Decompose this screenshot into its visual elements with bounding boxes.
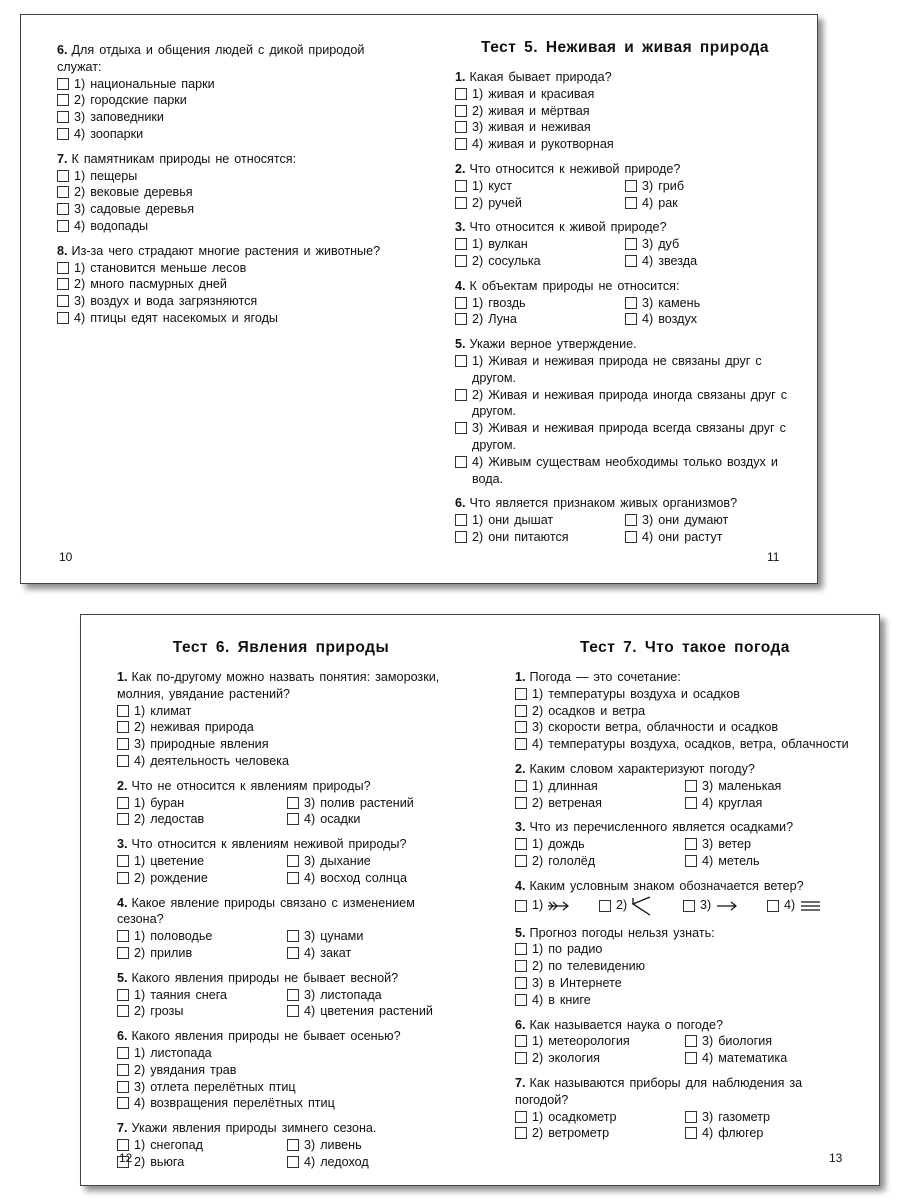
answer-checkbox[interactable] — [515, 977, 527, 989]
question-text: Что не относится к явлениям природы? — [131, 778, 371, 793]
answer-checkbox[interactable] — [117, 1047, 129, 1059]
fog-lines-icon — [798, 899, 822, 913]
answer-option[interactable]: 1) — [515, 897, 599, 914]
answer-option[interactable]: 2) грозы — [117, 1003, 287, 1020]
answer-option[interactable]: 3) маленькая — [685, 778, 855, 795]
question-number: 7. — [117, 1121, 128, 1136]
answer-option[interactable]: 4) ледоход — [287, 1154, 445, 1171]
answer-checkbox[interactable] — [57, 278, 69, 290]
answer-checkbox[interactable] — [57, 170, 69, 182]
answer-option[interactable]: 4) возвращения перелётных птиц — [117, 1095, 445, 1112]
answer-option[interactable]: 1) пещеры — [57, 168, 407, 185]
question-number: 3. — [117, 837, 128, 852]
answer-checkbox[interactable] — [625, 514, 637, 526]
question-number: 6. — [455, 496, 466, 511]
answer-option[interactable]: 3) природные явления — [117, 736, 445, 753]
p13-question-6 — [515, 1017, 855, 1067]
p12-question-4 — [117, 895, 445, 962]
p13-question-2 — [515, 761, 855, 811]
question-number: 2. — [117, 778, 128, 793]
question-text: Как называется наука о погоде? — [529, 1017, 724, 1032]
answer-option[interactable]: 2) они питаются — [455, 529, 625, 546]
answer-checkbox[interactable] — [57, 220, 69, 232]
answer-option[interactable]: 2) — [599, 895, 683, 917]
answer-checkbox[interactable] — [767, 900, 779, 912]
answer-option[interactable]: 1) становится меньше лесов — [57, 260, 407, 277]
question-text: Как называются приборы для наблюдения за погодой? — [515, 1075, 803, 1107]
answer-checkbox[interactable] — [117, 1064, 129, 1076]
answer-option[interactable]: 2) увядания трав — [117, 1062, 445, 1079]
answer-option[interactable]: 1) длинная — [515, 778, 685, 795]
answer-option[interactable]: 4) осадки — [287, 811, 445, 828]
answer-checkbox[interactable] — [455, 456, 467, 468]
answer-option[interactable]: 4) воздух — [625, 311, 795, 328]
question-number: 4. — [117, 895, 128, 910]
p11-question-2 — [455, 161, 795, 211]
answer-option[interactable]: 2) гололёд — [515, 853, 685, 870]
question-number: 8. — [57, 243, 68, 258]
page-number: 12 — [119, 1151, 133, 1165]
feathered-arrow-icon — [546, 899, 572, 913]
answer-checkbox[interactable] — [515, 943, 527, 955]
answer-option[interactable]: 1) цветение — [117, 853, 287, 870]
answer-checkbox[interactable] — [515, 1035, 527, 1047]
answer-checkbox[interactable] — [287, 813, 299, 825]
answer-checkbox[interactable] — [117, 755, 129, 767]
answer-checkbox[interactable] — [455, 105, 467, 117]
answer-option[interactable]: 1) метеорология — [515, 1033, 685, 1050]
lightning-symbol-icon — [630, 895, 654, 917]
p11-question-1 — [455, 69, 795, 153]
p13-question-7 — [515, 1075, 855, 1142]
answer-option[interactable]: 2) ветреная — [515, 795, 685, 812]
answer-checkbox[interactable] — [625, 313, 637, 325]
p12-question-2 — [117, 778, 445, 828]
answer-checkbox[interactable] — [287, 1156, 299, 1168]
answer-checkbox[interactable] — [455, 121, 467, 133]
p10-question-7 — [57, 151, 407, 235]
answer-checkbox[interactable] — [515, 900, 527, 912]
answer-checkbox[interactable] — [625, 180, 637, 192]
question-number: 6. — [515, 1017, 526, 1032]
p13-question-3 — [515, 819, 855, 869]
p12-question-5 — [117, 970, 445, 1020]
answer-checkbox[interactable] — [117, 1005, 129, 1017]
answer-option[interactable]: 1) вулкан — [455, 236, 625, 253]
answer-option[interactable]: 1) температуры воздуха и осадков — [515, 686, 855, 703]
question-text: Из-за чего страдают многие растения и животные? — [71, 243, 381, 258]
page-number: 10 — [59, 550, 73, 564]
answer-option[interactable]: 3) ливень — [287, 1137, 445, 1154]
answer-checkbox[interactable] — [455, 238, 467, 250]
spread-pages-10-11 — [20, 14, 818, 584]
answer-option[interactable]: 2) осадков и ветра — [515, 703, 855, 720]
question-text: Для отдыха и общения людей с дикой природой служат: — [57, 43, 365, 74]
question-text: Что является признаком живых организмов? — [469, 496, 738, 511]
answer-checkbox[interactable] — [455, 313, 467, 325]
p12-question-6 — [117, 1028, 445, 1112]
answer-option[interactable]: 1) куст — [455, 178, 625, 195]
answer-checkbox[interactable] — [57, 94, 69, 106]
answer-checkbox[interactable] — [625, 197, 637, 209]
question-text: Каким словом характеризуют погоду? — [529, 761, 755, 776]
answer-option[interactable]: 3) заповедники — [57, 109, 407, 126]
answer-option[interactable]: 4) восход солнца — [287, 870, 445, 887]
p10-question-6 — [57, 42, 407, 143]
answer-option[interactable]: 2) вьюга — [117, 1154, 287, 1171]
question-number: 6. — [117, 1029, 128, 1044]
answer-checkbox[interactable] — [117, 797, 129, 809]
question-number: 1. — [455, 70, 466, 84]
answer-option[interactable]: 2) вековые деревья — [57, 184, 407, 201]
answer-option[interactable]: 4) живая и рукотворная — [455, 136, 795, 153]
answer-option[interactable]: 3) — [683, 897, 767, 914]
question-number: 1. — [515, 670, 526, 684]
p12-question-7 — [117, 1120, 445, 1170]
p11-question-5 — [455, 336, 795, 487]
answer-option[interactable]: 3) дуб — [625, 236, 795, 253]
answer-checkbox[interactable] — [117, 947, 129, 959]
question-number: 2. — [455, 161, 466, 176]
answer-option[interactable]: 4) — [767, 897, 851, 914]
page-number: 13 — [829, 1151, 843, 1165]
p10-question-8 — [57, 243, 407, 327]
page-13 — [515, 639, 855, 1150]
answer-checkbox[interactable] — [455, 255, 467, 267]
page-11 — [455, 39, 795, 554]
answer-checkbox[interactable] — [455, 197, 467, 209]
answer-checkbox[interactable] — [515, 1111, 527, 1123]
answer-checkbox[interactable] — [515, 797, 527, 809]
answer-checkbox[interactable] — [625, 297, 637, 309]
answer-option[interactable]: 1) живая и красивая — [455, 86, 795, 103]
answer-option[interactable]: 3) скорости ветра, облачности и осадков — [515, 719, 855, 736]
answer-checkbox[interactable] — [57, 78, 69, 90]
answer-option[interactable]: 2) прилив — [117, 945, 287, 962]
answer-checkbox[interactable] — [117, 705, 129, 717]
answer-checkbox[interactable] — [117, 855, 129, 867]
answer-option[interactable]: 3) газометр — [685, 1109, 855, 1126]
answer-checkbox[interactable] — [455, 531, 467, 543]
answer-checkbox[interactable] — [515, 721, 527, 733]
answer-option[interactable]: 1) таяния снега — [117, 987, 287, 1004]
answer-checkbox[interactable] — [57, 128, 69, 140]
answer-option[interactable]: 4) круглая — [685, 795, 855, 812]
p11-question-6 — [455, 495, 795, 545]
answer-option[interactable]: 4) цветения растений — [287, 1003, 445, 1020]
question-text: Погода — это сочетание: — [529, 670, 681, 684]
answer-checkbox[interactable] — [117, 1139, 129, 1151]
answer-checkbox[interactable] — [117, 930, 129, 942]
answer-option[interactable]: 4) Живым существам необходимы только воздух и вода. — [455, 454, 795, 488]
answer-option[interactable]: 2) ветрометр — [515, 1125, 685, 1142]
answer-option[interactable]: 2) сосулька — [455, 253, 625, 270]
answer-checkbox[interactable] — [57, 312, 69, 324]
answer-option[interactable]: 4) водопады — [57, 218, 407, 235]
answer-checkbox[interactable] — [515, 1127, 527, 1139]
question-text: Какого явления природы не бывает весной? — [131, 970, 399, 985]
p12-question-3 — [117, 836, 445, 886]
answer-checkbox[interactable] — [625, 531, 637, 543]
answer-option[interactable]: 4) в книге — [515, 992, 855, 1009]
answer-checkbox[interactable] — [287, 1139, 299, 1151]
question-number: 7. — [57, 151, 68, 166]
question-text: Что из перечисленного является осадками? — [529, 820, 794, 835]
answer-checkbox[interactable] — [455, 514, 467, 526]
answer-option[interactable]: 1) Живая и неживая природа не связаны друг с другом. — [455, 353, 795, 387]
answer-checkbox[interactable] — [515, 780, 527, 792]
answer-checkbox[interactable] — [515, 1052, 527, 1064]
answer-checkbox[interactable] — [515, 688, 527, 700]
answer-checkbox[interactable] — [57, 295, 69, 307]
p11-question-3 — [455, 219, 795, 269]
answer-checkbox[interactable] — [117, 721, 129, 733]
test-title: Тест 6. Явления природы — [172, 639, 390, 656]
answer-checkbox[interactable] — [287, 930, 299, 942]
answer-checkbox[interactable] — [515, 838, 527, 850]
answer-checkbox[interactable] — [515, 960, 527, 972]
answer-option[interactable]: 4) деятельность человека — [117, 753, 445, 770]
answer-checkbox[interactable] — [57, 186, 69, 198]
answer-option[interactable]: 1) снегопад — [117, 1137, 287, 1154]
answer-checkbox[interactable] — [685, 797, 697, 809]
answer-checkbox[interactable] — [455, 355, 467, 367]
answer-option[interactable]: 2) много пасмурных дней — [57, 276, 407, 293]
answer-checkbox[interactable] — [287, 947, 299, 959]
page-number: 11 — [767, 550, 780, 564]
answer-checkbox[interactable] — [625, 255, 637, 267]
answer-checkbox[interactable] — [685, 780, 697, 792]
answer-checkbox[interactable] — [683, 900, 695, 912]
answer-option[interactable]: 3) камень — [625, 295, 795, 312]
answer-checkbox[interactable] — [455, 422, 467, 434]
answer-option[interactable]: 4) закат — [287, 945, 445, 962]
answer-option[interactable]: 2) ледостав — [117, 811, 287, 828]
page-12 — [117, 639, 445, 1179]
question-number: 5. — [455, 337, 466, 352]
question-number: 6. — [57, 43, 68, 57]
answer-option[interactable]: 1) климат — [117, 703, 445, 720]
answer-option[interactable]: 3) отлета перелётных птиц — [117, 1079, 445, 1096]
answer-option[interactable]: 3) садовые деревья — [57, 201, 407, 218]
page-10 — [57, 42, 407, 335]
answer-option[interactable]: 1) половодье — [117, 928, 287, 945]
question-number: 7. — [515, 1075, 526, 1090]
question-text: Прогноз погоды нельзя узнать: — [529, 925, 715, 940]
answer-option[interactable]: 2) по телевидению — [515, 958, 855, 975]
answer-option[interactable]: 2) экология — [515, 1050, 685, 1067]
answer-option[interactable]: 4) они растут — [625, 529, 795, 546]
answer-option[interactable]: 3) дыхание — [287, 853, 445, 870]
answer-checkbox[interactable] — [625, 238, 637, 250]
answer-checkbox[interactable] — [515, 738, 527, 750]
test-title: Тест 7. Что такое погода — [580, 639, 790, 656]
answer-option[interactable]: 3) биология — [685, 1033, 855, 1050]
question-number: 3. — [515, 820, 526, 835]
answer-option[interactable]: 1) осадкометр — [515, 1109, 685, 1126]
answer-option[interactable]: 3) полив растений — [287, 795, 445, 812]
p13-question-5 — [515, 925, 855, 1009]
question-text: Какого явления природы не бывает осенью? — [131, 1029, 401, 1044]
answer-option[interactable]: 4) температуры воздуха, осадков, ветра, облачности — [515, 736, 855, 753]
answer-option[interactable]: 2) Луна — [455, 311, 625, 328]
question-text: К объектам природы не относится: — [469, 278, 680, 293]
question-text: Что относится к неживой природе? — [469, 161, 681, 176]
answer-checkbox[interactable] — [515, 855, 527, 867]
question-number: 5. — [117, 970, 128, 985]
answer-option[interactable]: 3) они думают — [625, 512, 795, 529]
answer-checkbox[interactable] — [515, 705, 527, 717]
answer-checkbox[interactable] — [455, 138, 467, 150]
answer-option[interactable]: 3) гриб — [625, 178, 795, 195]
answer-checkbox[interactable] — [117, 872, 129, 884]
answer-checkbox[interactable] — [57, 111, 69, 123]
answer-option[interactable]: 3) листопада — [287, 987, 445, 1004]
question-text: Каким условным знаком обозначается ветер? — [529, 878, 804, 893]
answer-option[interactable]: 2) неживая природа — [117, 719, 445, 736]
answer-option[interactable]: 3) в Интернете — [515, 975, 855, 992]
p13-question-4 — [515, 878, 855, 917]
answer-checkbox[interactable] — [599, 900, 611, 912]
answer-option[interactable]: 2) рождение — [117, 870, 287, 887]
answer-option[interactable]: 2) ручей — [455, 195, 625, 212]
answer-option[interactable]: 3) живая и неживая — [455, 119, 795, 136]
answer-option[interactable]: 4) рак — [625, 195, 795, 212]
answer-checkbox[interactable] — [117, 813, 129, 825]
question-text: Как по-другому можно назвать понятия: заморозки, молния, увядание растений? — [117, 670, 440, 701]
answer-option[interactable]: 4) звезда — [625, 253, 795, 270]
answer-checkbox[interactable] — [117, 989, 129, 1001]
question-number: 3. — [455, 220, 466, 235]
answer-option[interactable]: 3) ветер — [685, 836, 855, 853]
answer-option[interactable]: 3) цунами — [287, 928, 445, 945]
question-text: Укажи верное утверждение. — [469, 337, 637, 352]
answer-checkbox[interactable] — [455, 297, 467, 309]
answer-option[interactable]: 4) птицы едят насекомых и ягоды — [57, 310, 407, 327]
answer-checkbox[interactable] — [57, 262, 69, 274]
answer-option[interactable]: 1) дождь — [515, 836, 685, 853]
answer-checkbox[interactable] — [455, 389, 467, 401]
answer-checkbox[interactable] — [287, 1005, 299, 1017]
answer-checkbox[interactable] — [117, 738, 129, 750]
answer-checkbox[interactable] — [287, 989, 299, 1001]
question-text: Что относится к живой природе? — [469, 220, 667, 235]
question-text: Что относится к явлениям неживой природы? — [131, 837, 407, 852]
question-text: Какое явление природы связано с изменением сезона? — [117, 895, 415, 927]
answer-option[interactable]: 1) по радио — [515, 941, 855, 958]
answer-option[interactable]: 3) воздух и вода загрязняются — [57, 293, 407, 310]
answer-option[interactable]: 1) листопада — [117, 1045, 445, 1062]
question-number: 5. — [515, 925, 526, 940]
answer-option[interactable]: 2) живая и мёртвая — [455, 103, 795, 120]
question-number: 4. — [455, 278, 466, 293]
question-text: К памятникам природы не относятся: — [71, 151, 297, 166]
question-number: 4. — [515, 878, 526, 893]
answer-option[interactable]: 4) математика — [685, 1050, 855, 1067]
answer-checkbox[interactable] — [685, 855, 697, 867]
answer-checkbox[interactable] — [117, 1097, 129, 1109]
answer-option[interactable]: 4) флюгер — [685, 1125, 855, 1142]
p12-question-1 — [117, 669, 445, 770]
spread-pages-12-13 — [80, 614, 880, 1186]
p11-question-4 — [455, 278, 795, 328]
answer-checkbox[interactable] — [287, 855, 299, 867]
answer-option[interactable]: 1) национальные парки — [57, 76, 407, 93]
answer-checkbox[interactable] — [57, 203, 69, 215]
answer-checkbox[interactable] — [455, 88, 467, 100]
answer-checkbox[interactable] — [455, 180, 467, 192]
answer-checkbox[interactable] — [287, 872, 299, 884]
question-number: 2. — [515, 761, 526, 776]
answer-option[interactable]: 2) Живая и неживая природа иногда связаны друг с другом. — [455, 387, 795, 421]
answer-checkbox[interactable] — [515, 994, 527, 1006]
answer-checkbox[interactable] — [685, 1111, 697, 1123]
question-text: Какая бывает природа? — [469, 70, 612, 84]
question-text: Укажи явления природы зимнего сезона. — [131, 1121, 377, 1136]
p13-question-1 — [515, 669, 855, 753]
answer-checkbox[interactable] — [685, 1052, 697, 1064]
answer-option[interactable]: 4) зоопарки — [57, 126, 407, 143]
answer-checkbox[interactable] — [685, 1035, 697, 1047]
answer-option[interactable]: 1) они дышат — [455, 512, 625, 529]
answer-checkbox[interactable] — [685, 838, 697, 850]
answer-option[interactable]: 3) Живая и неживая природа всегда связаны друг с другом. — [455, 420, 795, 454]
answer-checkbox[interactable] — [685, 1127, 697, 1139]
answer-checkbox[interactable] — [117, 1081, 129, 1093]
test-title: Тест 5. Неживая и живая природа — [481, 39, 769, 56]
arrow-right-icon — [714, 899, 740, 913]
answer-option[interactable]: 2) городские парки — [57, 92, 407, 109]
answer-option[interactable]: 4) метель — [685, 853, 855, 870]
answer-checkbox[interactable] — [287, 797, 299, 809]
answer-option[interactable]: 1) гвоздь — [455, 295, 625, 312]
question-number: 1. — [117, 670, 128, 684]
answer-option[interactable]: 1) буран — [117, 795, 287, 812]
